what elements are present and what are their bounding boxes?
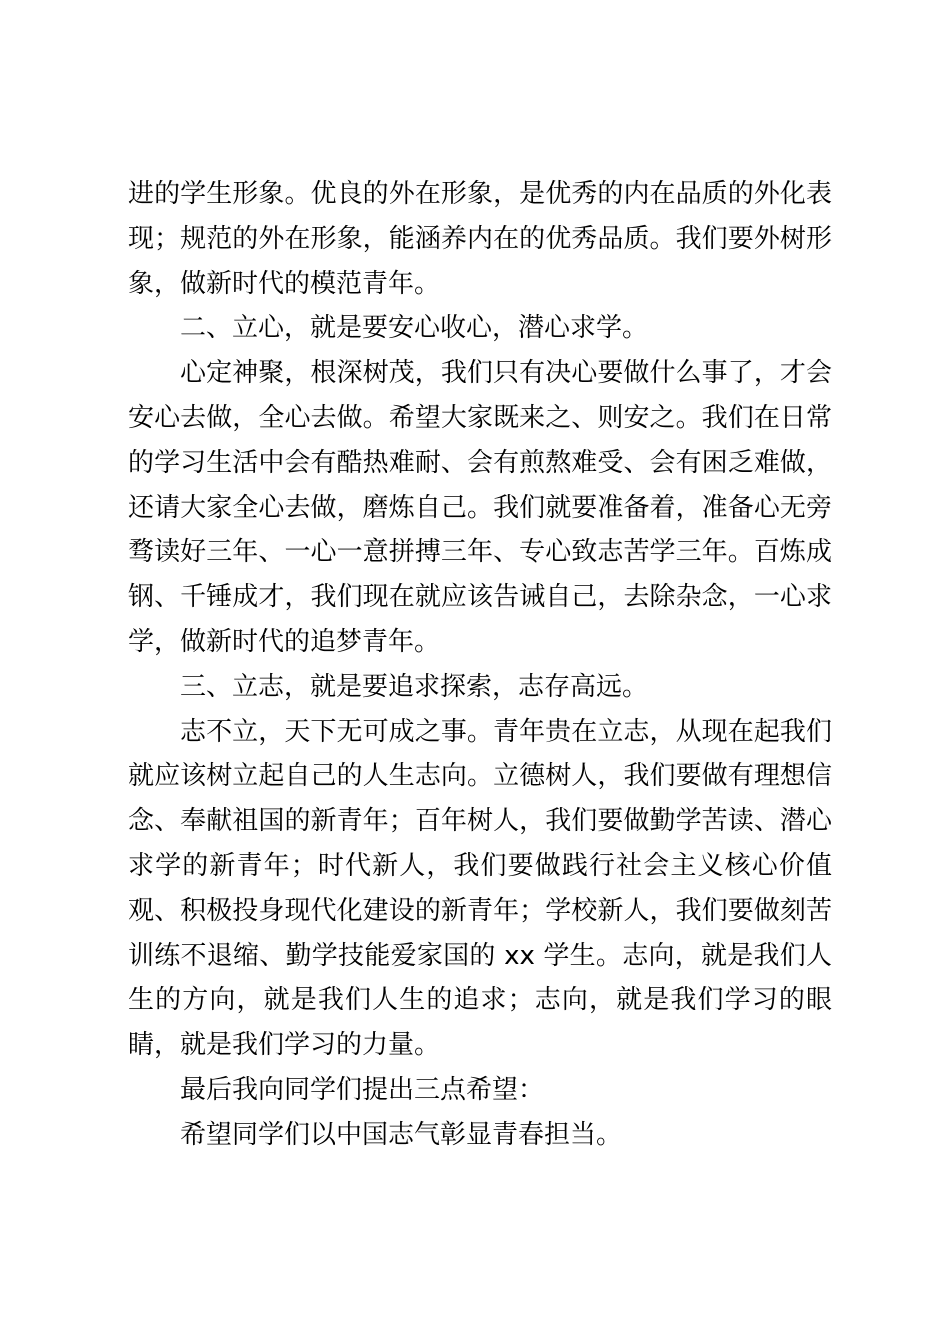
document-body	[128, 172, 832, 1158]
paragraph: 希望同学们以中国志气彰显青春担当。	[180, 1119, 623, 1150]
paragraph-continued: 进的学生形象。优良的外在形象，是优秀的内在品质的外化表现；规范的外在形象，能涵养内在的优秀品质。我们要外树形象，做新时代的模范青年。	[128, 179, 832, 299]
paragraph: 最后我向同学们提出三点希望：	[180, 1074, 545, 1105]
section-heading-3: 三、立志，就是要追求探索，志存高远。	[180, 671, 649, 702]
section-heading-2: 二、立心，就是要安心收心，潜心求学。	[180, 313, 649, 344]
paragraph: 志不立，天下无可成之事。青年贵在立志，从现在起我们就应该树立起自己的人生志向。立德树人，我们要做有理想信念、奉献祖国的新青年；百年树人，我们要做勤学苦读、潜心求学的新青年；时代新人，我们要做践行社会主义核心价值观、积极投身现代化建设的新青年；学校新人，我们要做刻苦训练不退缩、勤学技能爱家国的 xx 学生。志向，就是我们人生的方向，就是我们人生的追求；志向，就是我们学习的眼睛，就是我们学习的力量。	[128, 716, 832, 1061]
paragraph: 心定神聚，根深树茂，我们只有决心要做什么事了，才会安心去做，全心去做。希望大家既来之、则安之。我们在日常的学习生活中会有酷热难耐、会有煎熬难受、会有困乏难做，还请大家全心去做，磨炼自己。我们就要准备着，准备心无旁骛读好三年、一心一意拼搏三年、专心致志苦学三年。百炼成钢、千锤成才，我们现在就应该告诫自己，去除杂念，一心求学，做新时代的追梦青年。	[128, 358, 832, 657]
